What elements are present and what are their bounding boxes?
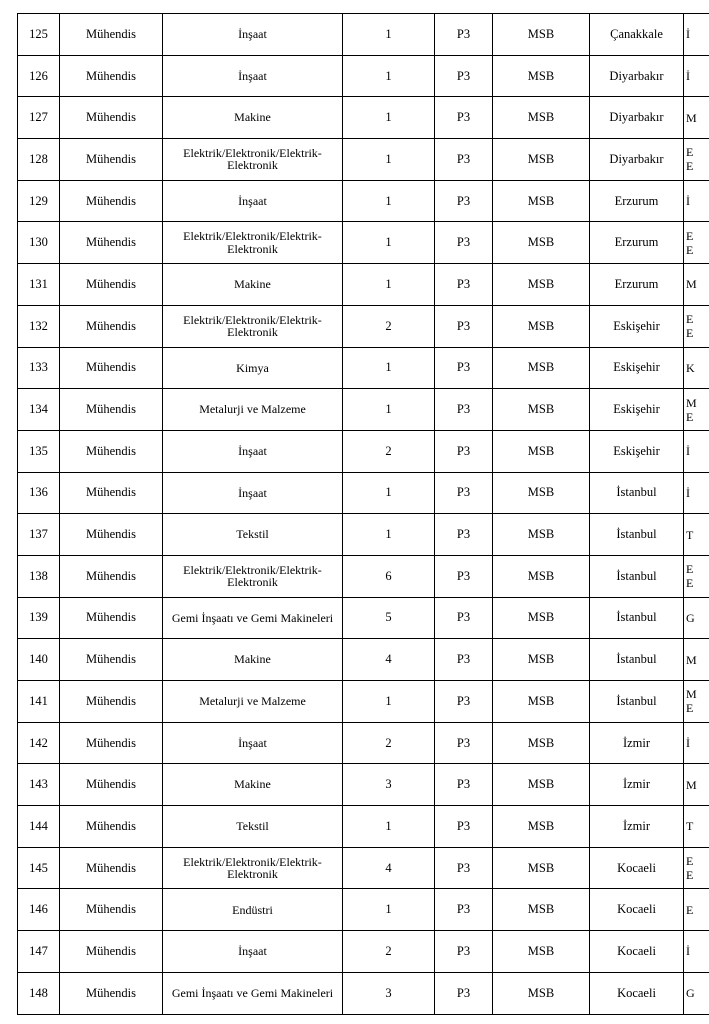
- title-cell: Mühendis: [60, 472, 163, 514]
- score-type-cell: P3: [435, 764, 493, 806]
- description-cell: İ: [684, 722, 709, 764]
- table-body: [18, 14, 709, 1015]
- city-cell: İstanbul: [590, 514, 684, 556]
- table-row: [18, 847, 709, 889]
- city-cell: İzmir: [590, 764, 684, 806]
- row-number-cell: 127: [18, 97, 60, 139]
- title-cell: Mühendis: [60, 430, 163, 472]
- score-type-cell: P3: [435, 472, 493, 514]
- institution-cell: MSB: [493, 806, 590, 848]
- branch-cell: Makine: [163, 764, 343, 806]
- description-cell: M: [684, 639, 709, 681]
- score-type-cell: P3: [435, 305, 493, 347]
- table-row: [18, 139, 709, 181]
- table-row: [18, 97, 709, 139]
- institution-cell: MSB: [493, 972, 590, 1014]
- title-cell: Mühendis: [60, 764, 163, 806]
- branch-cell: Makine: [163, 264, 343, 306]
- score-type-cell: P3: [435, 639, 493, 681]
- table-row: [18, 55, 709, 97]
- description-cell: İ: [684, 180, 709, 222]
- count-cell: 5: [343, 597, 435, 639]
- row-number-cell: 129: [18, 180, 60, 222]
- count-cell: 1: [343, 97, 435, 139]
- table-row: [18, 722, 709, 764]
- table-row: [18, 430, 709, 472]
- branch-cell: İnşaat: [163, 14, 343, 56]
- institution-cell: MSB: [493, 514, 590, 556]
- row-number-cell: 141: [18, 681, 60, 723]
- table-row: [18, 806, 709, 848]
- city-cell: Eskişehir: [590, 389, 684, 431]
- count-cell: 2: [343, 722, 435, 764]
- row-number-cell: 126: [18, 55, 60, 97]
- branch-cell: Gemi İnşaatı ve Gemi Makineleri: [163, 972, 343, 1014]
- title-cell: Mühendis: [60, 14, 163, 56]
- institution-cell: MSB: [493, 180, 590, 222]
- title-cell: Mühendis: [60, 180, 163, 222]
- table-row: [18, 764, 709, 806]
- description-cell: T: [684, 514, 709, 556]
- institution-cell: MSB: [493, 222, 590, 264]
- count-cell: 1: [343, 806, 435, 848]
- description-cell: M: [684, 97, 709, 139]
- title-cell: Mühendis: [60, 514, 163, 556]
- branch-cell: Metalurji ve Malzeme: [163, 389, 343, 431]
- branch-cell: İnşaat: [163, 931, 343, 973]
- institution-cell: MSB: [493, 847, 590, 889]
- title-cell: Mühendis: [60, 931, 163, 973]
- count-cell: 2: [343, 430, 435, 472]
- score-type-cell: P3: [435, 555, 493, 597]
- count-cell: 1: [343, 222, 435, 264]
- table-row: [18, 347, 709, 389]
- count-cell: 1: [343, 139, 435, 181]
- branch-cell: Elektrik/Elektronik/Elektrik-Elektronik: [163, 139, 343, 181]
- table-row: [18, 14, 709, 56]
- score-type-cell: P3: [435, 847, 493, 889]
- city-cell: Kocaeli: [590, 931, 684, 973]
- description-cell: E E: [684, 847, 709, 889]
- description-cell: E: [684, 889, 709, 931]
- description-cell: G: [684, 972, 709, 1014]
- description-cell: İ: [684, 472, 709, 514]
- table-row: [18, 389, 709, 431]
- table-row: [18, 555, 709, 597]
- description-cell: İ: [684, 55, 709, 97]
- branch-cell: İnşaat: [163, 430, 343, 472]
- institution-cell: MSB: [493, 139, 590, 181]
- title-cell: Mühendis: [60, 389, 163, 431]
- row-number-cell: 138: [18, 555, 60, 597]
- description-cell: E E: [684, 305, 709, 347]
- row-number-cell: 143: [18, 764, 60, 806]
- city-cell: Diyarbakır: [590, 55, 684, 97]
- row-number-cell: 136: [18, 472, 60, 514]
- score-type-cell: P3: [435, 514, 493, 556]
- description-cell: K: [684, 347, 709, 389]
- city-cell: Kocaeli: [590, 972, 684, 1014]
- description-cell: M: [684, 264, 709, 306]
- branch-cell: Elektrik/Elektronik/Elektrik-Elektronik: [163, 847, 343, 889]
- count-cell: 3: [343, 764, 435, 806]
- score-type-cell: P3: [435, 389, 493, 431]
- institution-cell: MSB: [493, 14, 590, 56]
- branch-cell: Elektrik/Elektronik/Elektrik-Elektronik: [163, 222, 343, 264]
- city-cell: Çanakkale: [590, 14, 684, 56]
- branch-cell: Makine: [163, 97, 343, 139]
- row-number-cell: 128: [18, 139, 60, 181]
- city-cell: Erzurum: [590, 264, 684, 306]
- title-cell: Mühendis: [60, 55, 163, 97]
- row-number-cell: 137: [18, 514, 60, 556]
- table-row: [18, 972, 709, 1014]
- description-cell: G: [684, 597, 709, 639]
- title-cell: Mühendis: [60, 597, 163, 639]
- count-cell: 2: [343, 931, 435, 973]
- count-cell: 6: [343, 555, 435, 597]
- description-cell: E E: [684, 222, 709, 264]
- count-cell: 1: [343, 514, 435, 556]
- city-cell: Eskişehir: [590, 305, 684, 347]
- row-number-cell: 134: [18, 389, 60, 431]
- institution-cell: MSB: [493, 764, 590, 806]
- city-cell: İstanbul: [590, 639, 684, 681]
- table-row: [18, 180, 709, 222]
- branch-cell: Metalurji ve Malzeme: [163, 681, 343, 723]
- row-number-cell: 142: [18, 722, 60, 764]
- row-number-cell: 148: [18, 972, 60, 1014]
- city-cell: Diyarbakır: [590, 139, 684, 181]
- title-cell: Mühendis: [60, 639, 163, 681]
- branch-cell: Tekstil: [163, 514, 343, 556]
- positions-table: [17, 13, 709, 1015]
- institution-cell: MSB: [493, 889, 590, 931]
- row-number-cell: 146: [18, 889, 60, 931]
- institution-cell: MSB: [493, 347, 590, 389]
- count-cell: 1: [343, 14, 435, 56]
- row-number-cell: 139: [18, 597, 60, 639]
- row-number-cell: 130: [18, 222, 60, 264]
- count-cell: 2: [343, 305, 435, 347]
- institution-cell: MSB: [493, 931, 590, 973]
- institution-cell: MSB: [493, 597, 590, 639]
- score-type-cell: P3: [435, 14, 493, 56]
- title-cell: Mühendis: [60, 555, 163, 597]
- score-type-cell: P3: [435, 430, 493, 472]
- row-number-cell: 132: [18, 305, 60, 347]
- title-cell: Mühendis: [60, 681, 163, 723]
- count-cell: 1: [343, 347, 435, 389]
- table-row: [18, 597, 709, 639]
- count-cell: 3: [343, 972, 435, 1014]
- score-type-cell: P3: [435, 97, 493, 139]
- count-cell: 4: [343, 639, 435, 681]
- city-cell: İstanbul: [590, 472, 684, 514]
- city-cell: Kocaeli: [590, 889, 684, 931]
- branch-cell: Makine: [163, 639, 343, 681]
- score-type-cell: P3: [435, 722, 493, 764]
- branch-cell: Elektrik/Elektronik/Elektrik-Elektronik: [163, 555, 343, 597]
- city-cell: İzmir: [590, 806, 684, 848]
- count-cell: 1: [343, 681, 435, 723]
- count-cell: 1: [343, 55, 435, 97]
- branch-cell: Tekstil: [163, 806, 343, 848]
- city-cell: İzmir: [590, 722, 684, 764]
- score-type-cell: P3: [435, 931, 493, 973]
- score-type-cell: P3: [435, 180, 493, 222]
- city-cell: Eskişehir: [590, 347, 684, 389]
- branch-cell: Elektrik/Elektronik/Elektrik-Elektronik: [163, 305, 343, 347]
- institution-cell: MSB: [493, 97, 590, 139]
- description-cell: M E: [684, 389, 709, 431]
- city-cell: Eskişehir: [590, 430, 684, 472]
- title-cell: Mühendis: [60, 722, 163, 764]
- table-row: [18, 514, 709, 556]
- count-cell: 1: [343, 180, 435, 222]
- institution-cell: MSB: [493, 55, 590, 97]
- title-cell: Mühendis: [60, 889, 163, 931]
- description-cell: E E: [684, 555, 709, 597]
- row-number-cell: 133: [18, 347, 60, 389]
- city-cell: İstanbul: [590, 555, 684, 597]
- institution-cell: MSB: [493, 430, 590, 472]
- count-cell: 1: [343, 264, 435, 306]
- score-type-cell: P3: [435, 681, 493, 723]
- institution-cell: MSB: [493, 555, 590, 597]
- row-number-cell: 135: [18, 430, 60, 472]
- table-row: [18, 472, 709, 514]
- score-type-cell: P3: [435, 264, 493, 306]
- row-number-cell: 147: [18, 931, 60, 973]
- branch-cell: Endüstri: [163, 889, 343, 931]
- description-cell: M: [684, 764, 709, 806]
- score-type-cell: P3: [435, 347, 493, 389]
- title-cell: Mühendis: [60, 222, 163, 264]
- city-cell: Kocaeli: [590, 847, 684, 889]
- score-type-cell: P3: [435, 806, 493, 848]
- row-number-cell: 125: [18, 14, 60, 56]
- title-cell: Mühendis: [60, 139, 163, 181]
- description-cell: T: [684, 806, 709, 848]
- city-cell: Erzurum: [590, 222, 684, 264]
- table-row: [18, 931, 709, 973]
- institution-cell: MSB: [493, 472, 590, 514]
- branch-cell: İnşaat: [163, 722, 343, 764]
- branch-cell: İnşaat: [163, 55, 343, 97]
- score-type-cell: P3: [435, 597, 493, 639]
- title-cell: Mühendis: [60, 972, 163, 1014]
- count-cell: 1: [343, 389, 435, 431]
- title-cell: Mühendis: [60, 347, 163, 389]
- table-row: [18, 639, 709, 681]
- count-cell: 1: [343, 472, 435, 514]
- city-cell: İstanbul: [590, 597, 684, 639]
- score-type-cell: P3: [435, 222, 493, 264]
- description-cell: İ: [684, 931, 709, 973]
- description-cell: İ: [684, 14, 709, 56]
- table-row: [18, 681, 709, 723]
- table-row: [18, 222, 709, 264]
- institution-cell: MSB: [493, 389, 590, 431]
- score-type-cell: P3: [435, 889, 493, 931]
- row-number-cell: 145: [18, 847, 60, 889]
- description-cell: M E: [684, 681, 709, 723]
- row-number-cell: 144: [18, 806, 60, 848]
- description-cell: İ: [684, 430, 709, 472]
- row-number-cell: 140: [18, 639, 60, 681]
- title-cell: Mühendis: [60, 847, 163, 889]
- institution-cell: MSB: [493, 305, 590, 347]
- score-type-cell: P3: [435, 972, 493, 1014]
- title-cell: Mühendis: [60, 97, 163, 139]
- title-cell: Mühendis: [60, 806, 163, 848]
- institution-cell: MSB: [493, 681, 590, 723]
- row-number-cell: 131: [18, 264, 60, 306]
- title-cell: Mühendis: [60, 264, 163, 306]
- city-cell: Erzurum: [590, 180, 684, 222]
- institution-cell: MSB: [493, 639, 590, 681]
- count-cell: 1: [343, 889, 435, 931]
- institution-cell: MSB: [493, 722, 590, 764]
- score-type-cell: P3: [435, 139, 493, 181]
- description-cell: E E: [684, 139, 709, 181]
- positions-table-container: [17, 13, 709, 1015]
- branch-cell: Kimya: [163, 347, 343, 389]
- branch-cell: İnşaat: [163, 180, 343, 222]
- table-row: [18, 264, 709, 306]
- branch-cell: İnşaat: [163, 472, 343, 514]
- city-cell: İstanbul: [590, 681, 684, 723]
- institution-cell: MSB: [493, 264, 590, 306]
- score-type-cell: P3: [435, 55, 493, 97]
- city-cell: Diyarbakır: [590, 97, 684, 139]
- count-cell: 4: [343, 847, 435, 889]
- branch-cell: Gemi İnşaatı ve Gemi Makineleri: [163, 597, 343, 639]
- table-row: [18, 889, 709, 931]
- table-row: [18, 305, 709, 347]
- title-cell: Mühendis: [60, 305, 163, 347]
